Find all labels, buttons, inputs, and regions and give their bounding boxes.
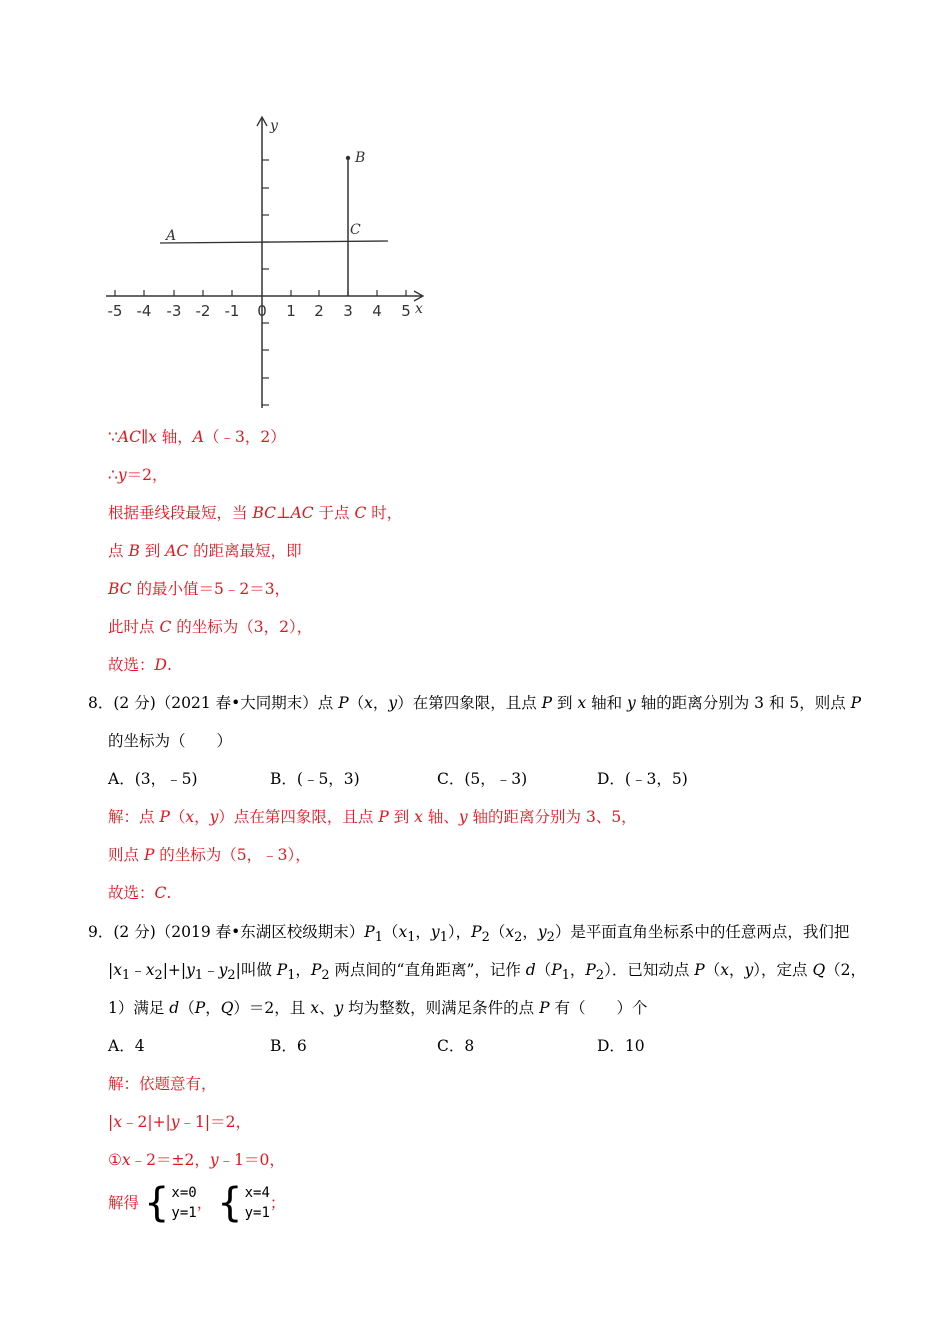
line-ac (160, 241, 388, 243)
brace-glyph: { (217, 1180, 243, 1226)
solution-line: BC 的最小值＝5﹣2＝3， (108, 580, 291, 598)
question-stem: 1）满足 d（P，Q）＝2，且 x、y 均为整数，则满足条件的点 P 有（ ）个 (108, 999, 648, 1017)
x-tick-label: -5 (107, 302, 123, 320)
solution-line: 故选：C. (108, 884, 172, 902)
option-b: B．6 (270, 1037, 307, 1055)
option-c: C．8 (437, 1037, 475, 1055)
solution-line: ∵AC∥x 轴，A（﹣3，2） (108, 428, 286, 446)
equation-system: { x=0 y=1 (143, 1180, 197, 1226)
x-axis-label: x (415, 301, 423, 317)
solution-line: 点 B 到 AC 的距离最短，即 (108, 542, 302, 560)
point-a-label: A (166, 228, 177, 244)
solution-line: |x﹣2|+|y﹣1|＝2， (108, 1113, 251, 1131)
solution-line: ①x﹣2＝±2，y﹣1＝0， (108, 1151, 285, 1169)
option-d: D．10 (597, 1037, 645, 1055)
question-stem: 8．(2 分)（2021 春•大同期末）点 P（x，y）在第四象限，且点 P 到 x 轴和 y 轴的距离分别为 3 和 5，则点 P (88, 694, 862, 712)
solution-line: 此时点 C 的坐标为（3，2）， (108, 618, 313, 636)
solution-line: ∴y＝2， (108, 466, 168, 484)
point-c-label: C (350, 222, 361, 238)
x-tick-label: -1 (224, 302, 240, 320)
option-c: C．(5，﹣3) (437, 770, 528, 788)
x-tick-label: 3 (343, 302, 353, 320)
solution-line: 解：点 P（x，y）点在第四象限，且点 P 到 x 轴、y 轴的距离分别为 3、5， (108, 808, 637, 826)
x-tick-label: 0 (257, 302, 267, 320)
coordinate-graph (100, 110, 440, 415)
solution-line: 解得 { x=0 y=1 ， { x=4 y=1 ； (108, 1180, 286, 1226)
solution-line: 故选：D. (108, 656, 172, 674)
question-stem: $|x_1﹣x_2|+|y_1﹣y_2|$叫做 $P_1$，$P_2$ 两点间的“直角距离”，记作 $d(P_1$，$P_2$）．已知动点 P（x，y），定点 Q（2， (108, 961, 867, 984)
solution-line: 则点 P 的坐标为（5，﹣3）， (108, 846, 311, 864)
option-b: B．(﹣5，3) (270, 770, 360, 788)
solution-line: 根据垂线段最短，当 BC⊥AC 于点 C 时， (108, 504, 403, 522)
x-tick-label: 5 (401, 302, 411, 320)
x-tick-label: -2 (195, 302, 211, 320)
x-ticks (115, 290, 406, 296)
y-ticks (262, 160, 269, 405)
brace-glyph: { (143, 1180, 170, 1226)
option-a: A．4 (108, 1037, 145, 1055)
x-tick-label: 4 (372, 302, 382, 320)
option-d: D．(﹣3，5) (597, 770, 688, 788)
question-stem: 的坐标为（ ） (108, 732, 233, 750)
point-b-dot (346, 156, 350, 160)
x-tick-label: 1 (286, 302, 296, 320)
x-tick-label: -3 (166, 302, 182, 320)
x-tick-label: 2 (314, 302, 324, 320)
equation-system: { x=4 y=1 (217, 1180, 270, 1226)
point-b-label: B (355, 150, 366, 166)
question-stem: 9．(2 分)（2019 春•东湖区校级期末）$P_1(x_1$，$y_1$），$P_2(x_2$，$y_2$）是平面直角坐标系中的任意两点，我们把 (88, 923, 850, 946)
x-tick-label: -4 (136, 302, 152, 320)
y-axis-label: y (270, 118, 278, 134)
solution-line: 解：依题意有， (108, 1075, 217, 1093)
option-a: A．(3，﹣5) (108, 770, 198, 788)
